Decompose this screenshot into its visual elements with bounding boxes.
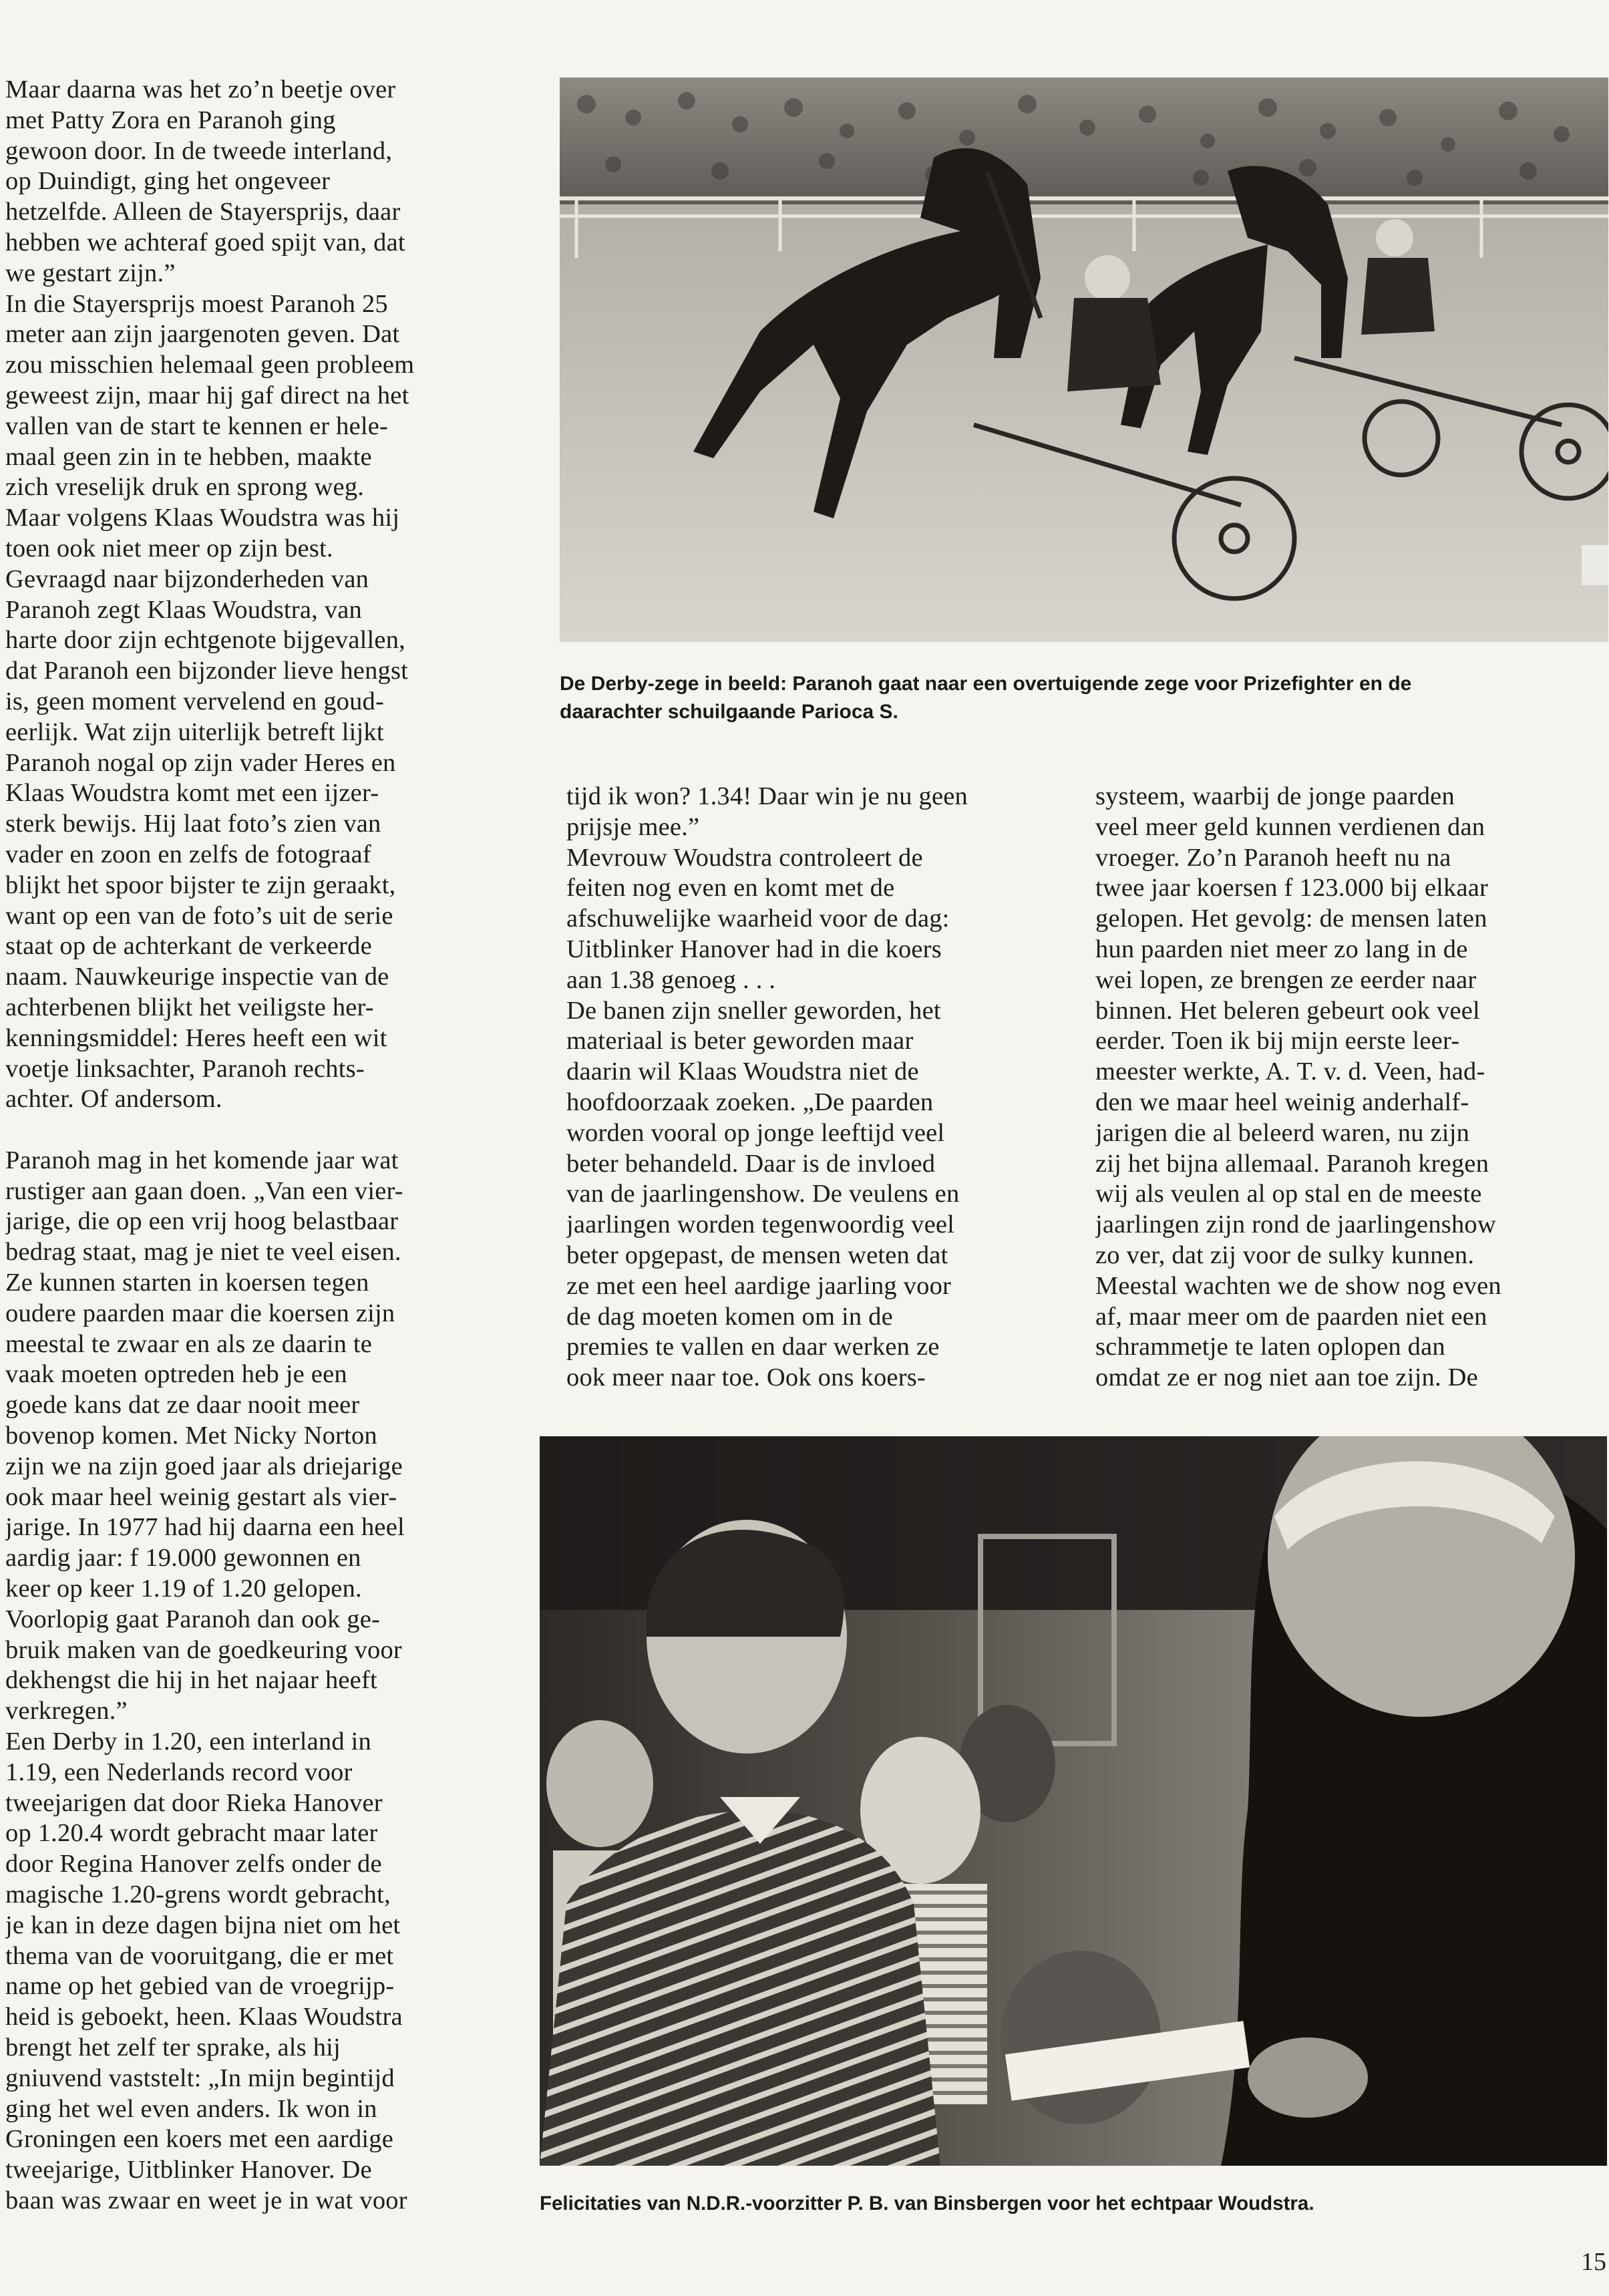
text-line: Groningen een koers met een aardige: [5, 2125, 394, 2154]
text-line: op Duindigt, ging het ongeveer: [5, 167, 331, 196]
text-line: afschuwelijke waarheid voor de dag:: [566, 905, 950, 933]
text-line: dat Paranoh een bijzonder lieve hengst: [5, 657, 409, 685]
text-line: keer op keer 1.19 of 1.20 gelopen.: [5, 1575, 362, 1603]
text-line: we gestart zijn.”: [5, 259, 176, 287]
text-line: tweejarige, Uitblinker Hanover. De: [5, 2156, 372, 2184]
text-line: zo ver, dat zij voor de sulky kunnen.: [1095, 1241, 1475, 1269]
text-line: vader en zoon en zelfs de fotograaf: [5, 840, 371, 868]
text-line: Maar volgens Klaas Woudstra was hij: [5, 504, 400, 532]
text-line: staat op de achterkant de verkeerde: [5, 932, 372, 961]
text-line: daarin wil Klaas Woudstra niet de: [566, 1057, 919, 1086]
photo-caption-congratulations: Felicitaties van N.D.R.-voorzitter P. B. van Binsbergen voor het echtpaar Woudstra.: [540, 2192, 1314, 2215]
text-line: schrammetje te laten oplopen dan: [1095, 1333, 1445, 1361]
text-line: In die Stayersprijs moest Paranoh 25: [5, 289, 388, 318]
text-line: beter behandeld. Daar is de invloed: [566, 1149, 936, 1178]
text-line: naam. Nauwkeurige inspectie van de: [5, 963, 389, 991]
text-line: oudere paarden maar die koersen zijn: [5, 1299, 395, 1327]
text-line: heid is geboekt, heen. Klaas Woudstra: [5, 2003, 403, 2031]
text-line: bruik maken van de goedkeuring voor: [5, 1635, 402, 1664]
text-line: hoofdoorzaak zoeken. „De paarden: [566, 1088, 934, 1116]
text-line: hebben we achteraf goed spijt van, dat: [5, 228, 405, 257]
text-line: je kan in deze dagen bijna niet om het: [5, 1911, 401, 1939]
text-line: ook maar heel weinig gestart als vier-: [5, 1482, 397, 1511]
text-line: magische 1.20-grens wordt gebracht,: [5, 1880, 391, 1909]
text-line: sterk bewijs. Hij laat foto’s zien van: [5, 810, 381, 838]
text-line: maal geen zin in te hebben, maakte: [5, 442, 372, 471]
text-line: binnen. Het beleren gebeurt ook veel: [1095, 996, 1480, 1025]
text-line: Voorlopig gaat Paranoh dan ook ge-: [5, 1605, 381, 1633]
article-column-right: [1095, 782, 1609, 1436]
text-line: premies te vallen en daar werken ze: [566, 1333, 940, 1361]
text-line: meestal te zwaar en als ze daarin te: [5, 1329, 373, 1358]
text-line: vallen van de start te kennen er hele-: [5, 412, 389, 440]
text-line: Uitblinker Hanover had in die koers: [566, 935, 942, 963]
article-column-left: [5, 75, 533, 2239]
photo-derby-race: [560, 77, 1608, 642]
text-line: Klaas Woudstra komt met een ijzer-: [5, 779, 379, 808]
text-line: harte door zijn echtgenote bijgevallen,: [5, 626, 405, 655]
text-line: twee jaar koersen f 123.000 bij elkaar: [1095, 874, 1489, 903]
text-line: Paranoh mag in het komende jaar wat: [5, 1146, 399, 1174]
text-line: De banen zijn sneller geworden, het: [566, 996, 941, 1025]
text-line: met Patty Zora en Paranoh ging: [5, 106, 336, 134]
text-line: Een Derby in 1.20, een interland in: [5, 1728, 371, 1756]
text-line: op 1.20.4 wordt gebracht maar later: [5, 1819, 378, 1848]
text-line: want op een van de foto’s uit de serie: [5, 901, 393, 930]
text-line: tweejarigen dat door Rieka Hanover: [5, 1788, 383, 1817]
text-line: Maar daarna was het zo’n beetje over: [5, 75, 396, 104]
text-line: materiaal is beter geworden maar: [566, 1027, 914, 1055]
text-line: aardig jaar: f 19.000 gewonnen en: [5, 1544, 361, 1573]
text-line: meester werkte, A. T. v. d. Veen, had-: [1095, 1057, 1485, 1086]
text-line: goede kans dat ze daar nooit meer: [5, 1391, 360, 1420]
text-line: zou misschien helemaal geen probleem: [5, 351, 415, 379]
text-line: jaarlingen worden tegenwoordig veel: [566, 1210, 955, 1239]
text-line: veel meer geld kunnen verdienen dan: [1095, 812, 1485, 841]
text-line: Paranoh zegt Klaas Woudstra, van: [5, 595, 362, 624]
text-line: verkregen.”: [5, 1697, 128, 1726]
text-line: ging het wel even anders. Ik won in: [5, 2094, 377, 2123]
text-line: gniuvend vaststelt: „In mijn begintijd: [5, 2064, 395, 2092]
text-line: vroeger. Zo’n Paranoh heeft nu na: [1095, 843, 1451, 872]
text-line: systeem, waarbij de jonge paarden: [1095, 782, 1455, 810]
text-line: is, geen moment vervelend en goud-: [5, 687, 385, 715]
text-line: Gevraagd naar bijzonderheden van: [5, 564, 369, 593]
text-line: jaarlingen zijn rond de jaarlingenshow: [1095, 1210, 1496, 1239]
text-line: vaak moeten optreden heb je een: [5, 1360, 347, 1389]
text-line: voetje linksachter, Paranoh rechts-: [5, 1054, 365, 1083]
text-line: hetzelfde. Alleen de Stayersprijs, daar: [5, 198, 401, 226]
text-line: van de jaarlingenshow. De veulens en: [566, 1180, 960, 1208]
text-line: ze met een heel aardige jaarling voor: [566, 1271, 952, 1300]
text-line: zijn we na zijn goed jaar als driejarige: [5, 1452, 403, 1480]
text-line: bedrag staat, mag je niet te veel eisen.: [5, 1238, 401, 1267]
text-line: bovenop komen. Met Nicky Norton: [5, 1422, 377, 1450]
text-line: baan was zwaar en weet je in wat voor: [5, 2186, 407, 2215]
text-line: blijkt het spoor bijster te zijn geraakt,: [5, 870, 396, 899]
text-line: meter aan zijn jaargenoten geven. Dat: [5, 320, 400, 349]
text-line: achterbenen blijkt het veiligste her-: [5, 993, 374, 1021]
text-line: beter opgepast, de mensen weten dat: [566, 1241, 948, 1269]
text-line: name op het gebied van de vroegrijp-: [5, 1972, 395, 2001]
text-line: de dag moeten komen om in de: [566, 1302, 893, 1331]
text-line: achter. Of andersom.: [5, 1085, 222, 1114]
text-line: omdat ze er nog niet aan toe zijn. De: [1095, 1363, 1478, 1392]
text-line: door Regina Hanover zelfs onder de: [5, 1850, 382, 1878]
text-line: Ze kunnen starten in koersen tegen: [5, 1269, 369, 1297]
text-line: jarige. In 1977 had hij daarna een heel: [5, 1513, 405, 1542]
text-line: kenningsmiddel: Heres heeft een wit: [5, 1023, 387, 1052]
text-line: dekhengst die hij in het najaar heeft: [5, 1666, 377, 1695]
text-line: toen ook niet meer op zijn best.: [5, 534, 333, 562]
caption-line: daarachter schuilgaande Parioca S.: [560, 701, 898, 723]
text-line: gewoon door. In de tweede interland,: [5, 136, 393, 165]
text-line: af, maar meer om de paarden niet een: [1095, 1302, 1487, 1331]
text-line: 1.19, een Nederlands record voor: [5, 1758, 353, 1786]
text-line: prijsje mee.”: [566, 812, 700, 841]
text-line: den we maar heel weinig anderhalf-: [1095, 1088, 1469, 1116]
text-line: feiten nog even en komt met de: [566, 874, 895, 903]
text-line: thema van de vooruitgang, die er met: [5, 1941, 394, 1970]
photo-caption-derby: [560, 670, 1608, 726]
text-line: eerder. Toen ik bij mijn eerste leer-: [1095, 1027, 1460, 1055]
text-line: jarige, die op een vrij hoog belastbaar: [5, 1207, 399, 1236]
text-line: rustiger aan gaan doen. „Van een vier-: [5, 1176, 403, 1205]
text-line: geweest zijn, maar hij gaf direct na het: [5, 381, 409, 409]
caption-line: De Derby-zege in beeld: Paranoh gaat naar een overtuigende zege voor Prizefighter en de: [560, 673, 1412, 695]
text-line: wij als veulen al op stal en de meeste: [1095, 1180, 1482, 1208]
photo-congratulations: [540, 1436, 1607, 2166]
text-line: wei lopen, ze brengen ze eerder naar: [1095, 965, 1477, 994]
text-line: [5, 1115, 533, 1146]
text-line: eerlijk. Wat zijn uiterlijk betreft lijkt: [5, 717, 384, 746]
text-line: Meestal wachten we de show nog even: [1095, 1271, 1501, 1300]
text-line: hun paarden niet meer zo lang in de: [1095, 935, 1468, 963]
text-line: aan 1.38 genoeg . . .: [566, 965, 776, 994]
article-column-middle: [566, 782, 1054, 1436]
text-line: tijd ik won? 1.34! Daar win je nu geen: [566, 782, 968, 810]
text-line: zich vreselijk druk en sprong weg.: [5, 473, 365, 502]
text-line: jarigen die al beleerd waren, nu zijn: [1095, 1118, 1470, 1147]
text-line: gelopen. Het gevolg: de mensen laten: [1095, 905, 1487, 933]
text-line: Paranoh nogal op zijn vader Heres en: [5, 748, 396, 777]
text-line: worden vooral op jonge leeftijd veel: [566, 1118, 945, 1147]
page-number: 15: [1581, 2248, 1606, 2276]
text-line: brengt het zelf ter sprake, als hij: [5, 2033, 341, 2062]
text-line: Mevrouw Woudstra controleert de: [566, 843, 923, 872]
text-line: zij het bijna allemaal. Paranoh kregen: [1095, 1149, 1489, 1178]
text-line: ook meer naar toe. Ook ons koers-: [566, 1363, 926, 1392]
